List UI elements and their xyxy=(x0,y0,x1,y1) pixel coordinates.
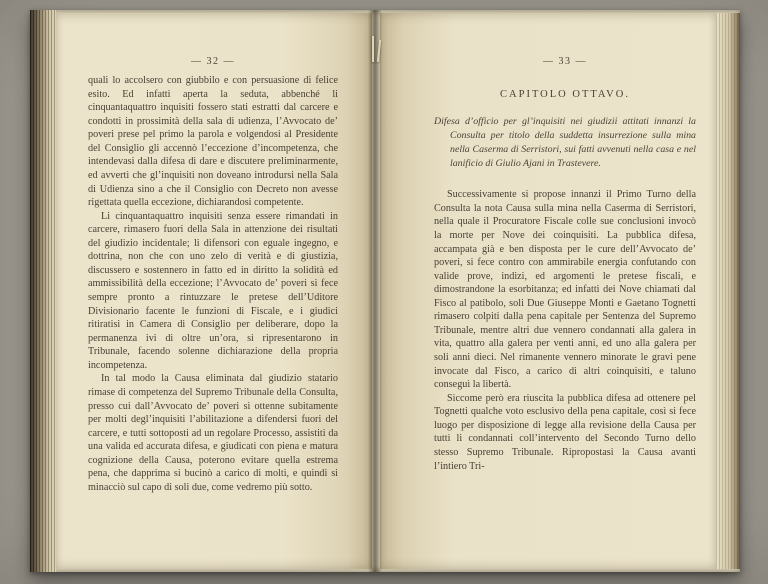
paragraph: Li cinquantaquattro inquisiti senza essere rimandati in carcere, rimasero fuori della Sala in attenzione dei risultati del giudizio incidentale; li difensori con eguale ingegno, e dottrina, non che con uno zelo di verità e di giustizia, discussero e sostennero in fatto ed in diritto la solidità ed ammissibilità della eccezione; l’Avvocato de’ poveri si fece sempre pronto a rintuzzare le pretese dell’Uditore Divisionario facente le funzioni di Fiscale, e i giudici ritiratisi in Camera di Consiglio per deliberare, dopo la permanenza ivi di oltre un’ora, si ripresentarono in Tribunale, facendo solenne dichiarazione della propria incompetenza. xyxy=(88,210,338,371)
open-book xyxy=(30,10,740,572)
chapter-title: CAPITOLO OTTAVO. xyxy=(500,89,630,100)
page-number-right: — 33 — xyxy=(543,56,587,67)
book-spine-gutter xyxy=(368,10,382,572)
paragraph: Siccome però era riuscita la pubblica difesa ad ottenere pel Tognetti qualche voto esclusivo della pena capitale, così si fece luogo per disposizione di legge alla revisione della Causa per tutti li condannati coll’intervento del Secondo Turno dello stesso Supremo Tribunale. Ripropostasi la Causa avanti l’intiero Tri- xyxy=(434,392,696,472)
page-number-left: — 32 — xyxy=(191,56,235,67)
paragraph: quali lo accolsero con giubbilo e con persuasione di felice esito. Ed infatti aperta la seduta, abbenché li cinquantaquattro inquisiti fossero stati estratti dal carcere e condotti in prossimità della sala di udienza, l’Avvocato de’ poveri prese pel primo la parola e volgendosi al Presidente del Consiglio gli accennò l’eccezione d’incompetenza, che intendevasi dalla difesa di dare e discutere preliminarmente, ed avvertì che gl’inquisiti non doveano introdursi nella Sala di Udienza sino a che il Consiglio con Decreto non avesse rigettata quella eccezione, dichiarandosi competente. xyxy=(88,75,338,209)
left-page-text xyxy=(88,74,338,494)
chapter-summary: Difesa d’officio per gl’inquisiti nei giudizii attitati innanzi la Consulta per titolo della suddetta insurrezione sulla mina nella Caserma di Serristori, sui fatti avvenuti nella casa e nel lanificio di Giulio Ajani in Trastevere. xyxy=(434,116,696,170)
right-page-text xyxy=(434,188,696,473)
binding-thread xyxy=(372,36,374,62)
paragraph: Successivamente si propose innanzi il Primo Turno della Consulta la nota Causa sulla mina nella Caserma di Serristori, nella quale il Procuratore Fiscale colle sue conclusioni invocò la morte per Nove dei coinquisiti. La pubblica difesa, accampata già e ben disposta per le cure dell’Avvocato de’ poveri, si fece contro con ammirabile energia confutando con valide prove, indizi, ed argomenti le pretese fiscali, e dimostrandone la esorbitanza; ed infatti dei Nove chiamati dal Fisco al patibolo, soli Due Giuseppe Monti e Gaetano Tognetti rimasero colpiti dalla pena capitale per Sentenza del Supremo Tribunale, mentre altri due vennero condannati alla galera in vita, quattro alla galera per venti anni, ed uno alla galera per soli anni dieci. Nel rimanente vennero minorate le gravi pene invocate dal Fisco, a carico di altri coinquisiti, e taluno conseguì la libertà. xyxy=(434,189,696,391)
page-edges-left xyxy=(30,10,56,572)
page-edges-right xyxy=(716,13,740,569)
right-page-content xyxy=(434,56,696,473)
paragraph: In tal modo la Causa eliminata dal giudizio statario rimase di competenza del Supremo Tribunale della Consulta, presso cui dall’Avvocato de’ poveri si ottenne subitamente per molti degl’inquisiti l’abilitazione a difendersi fuori del carcere, e tutti sottoposti ad un regolare Processo, assistiti da una valida ed accurata difesa, e giudicati con piena e matura cognizione della Causa, poterono evitare quella estrema pena, che dapprima si bucinò a carico di molti, e quindi si minacciò sul capo di soli due, come vedremo più sotto. xyxy=(88,373,338,493)
left-page-content xyxy=(88,56,338,494)
